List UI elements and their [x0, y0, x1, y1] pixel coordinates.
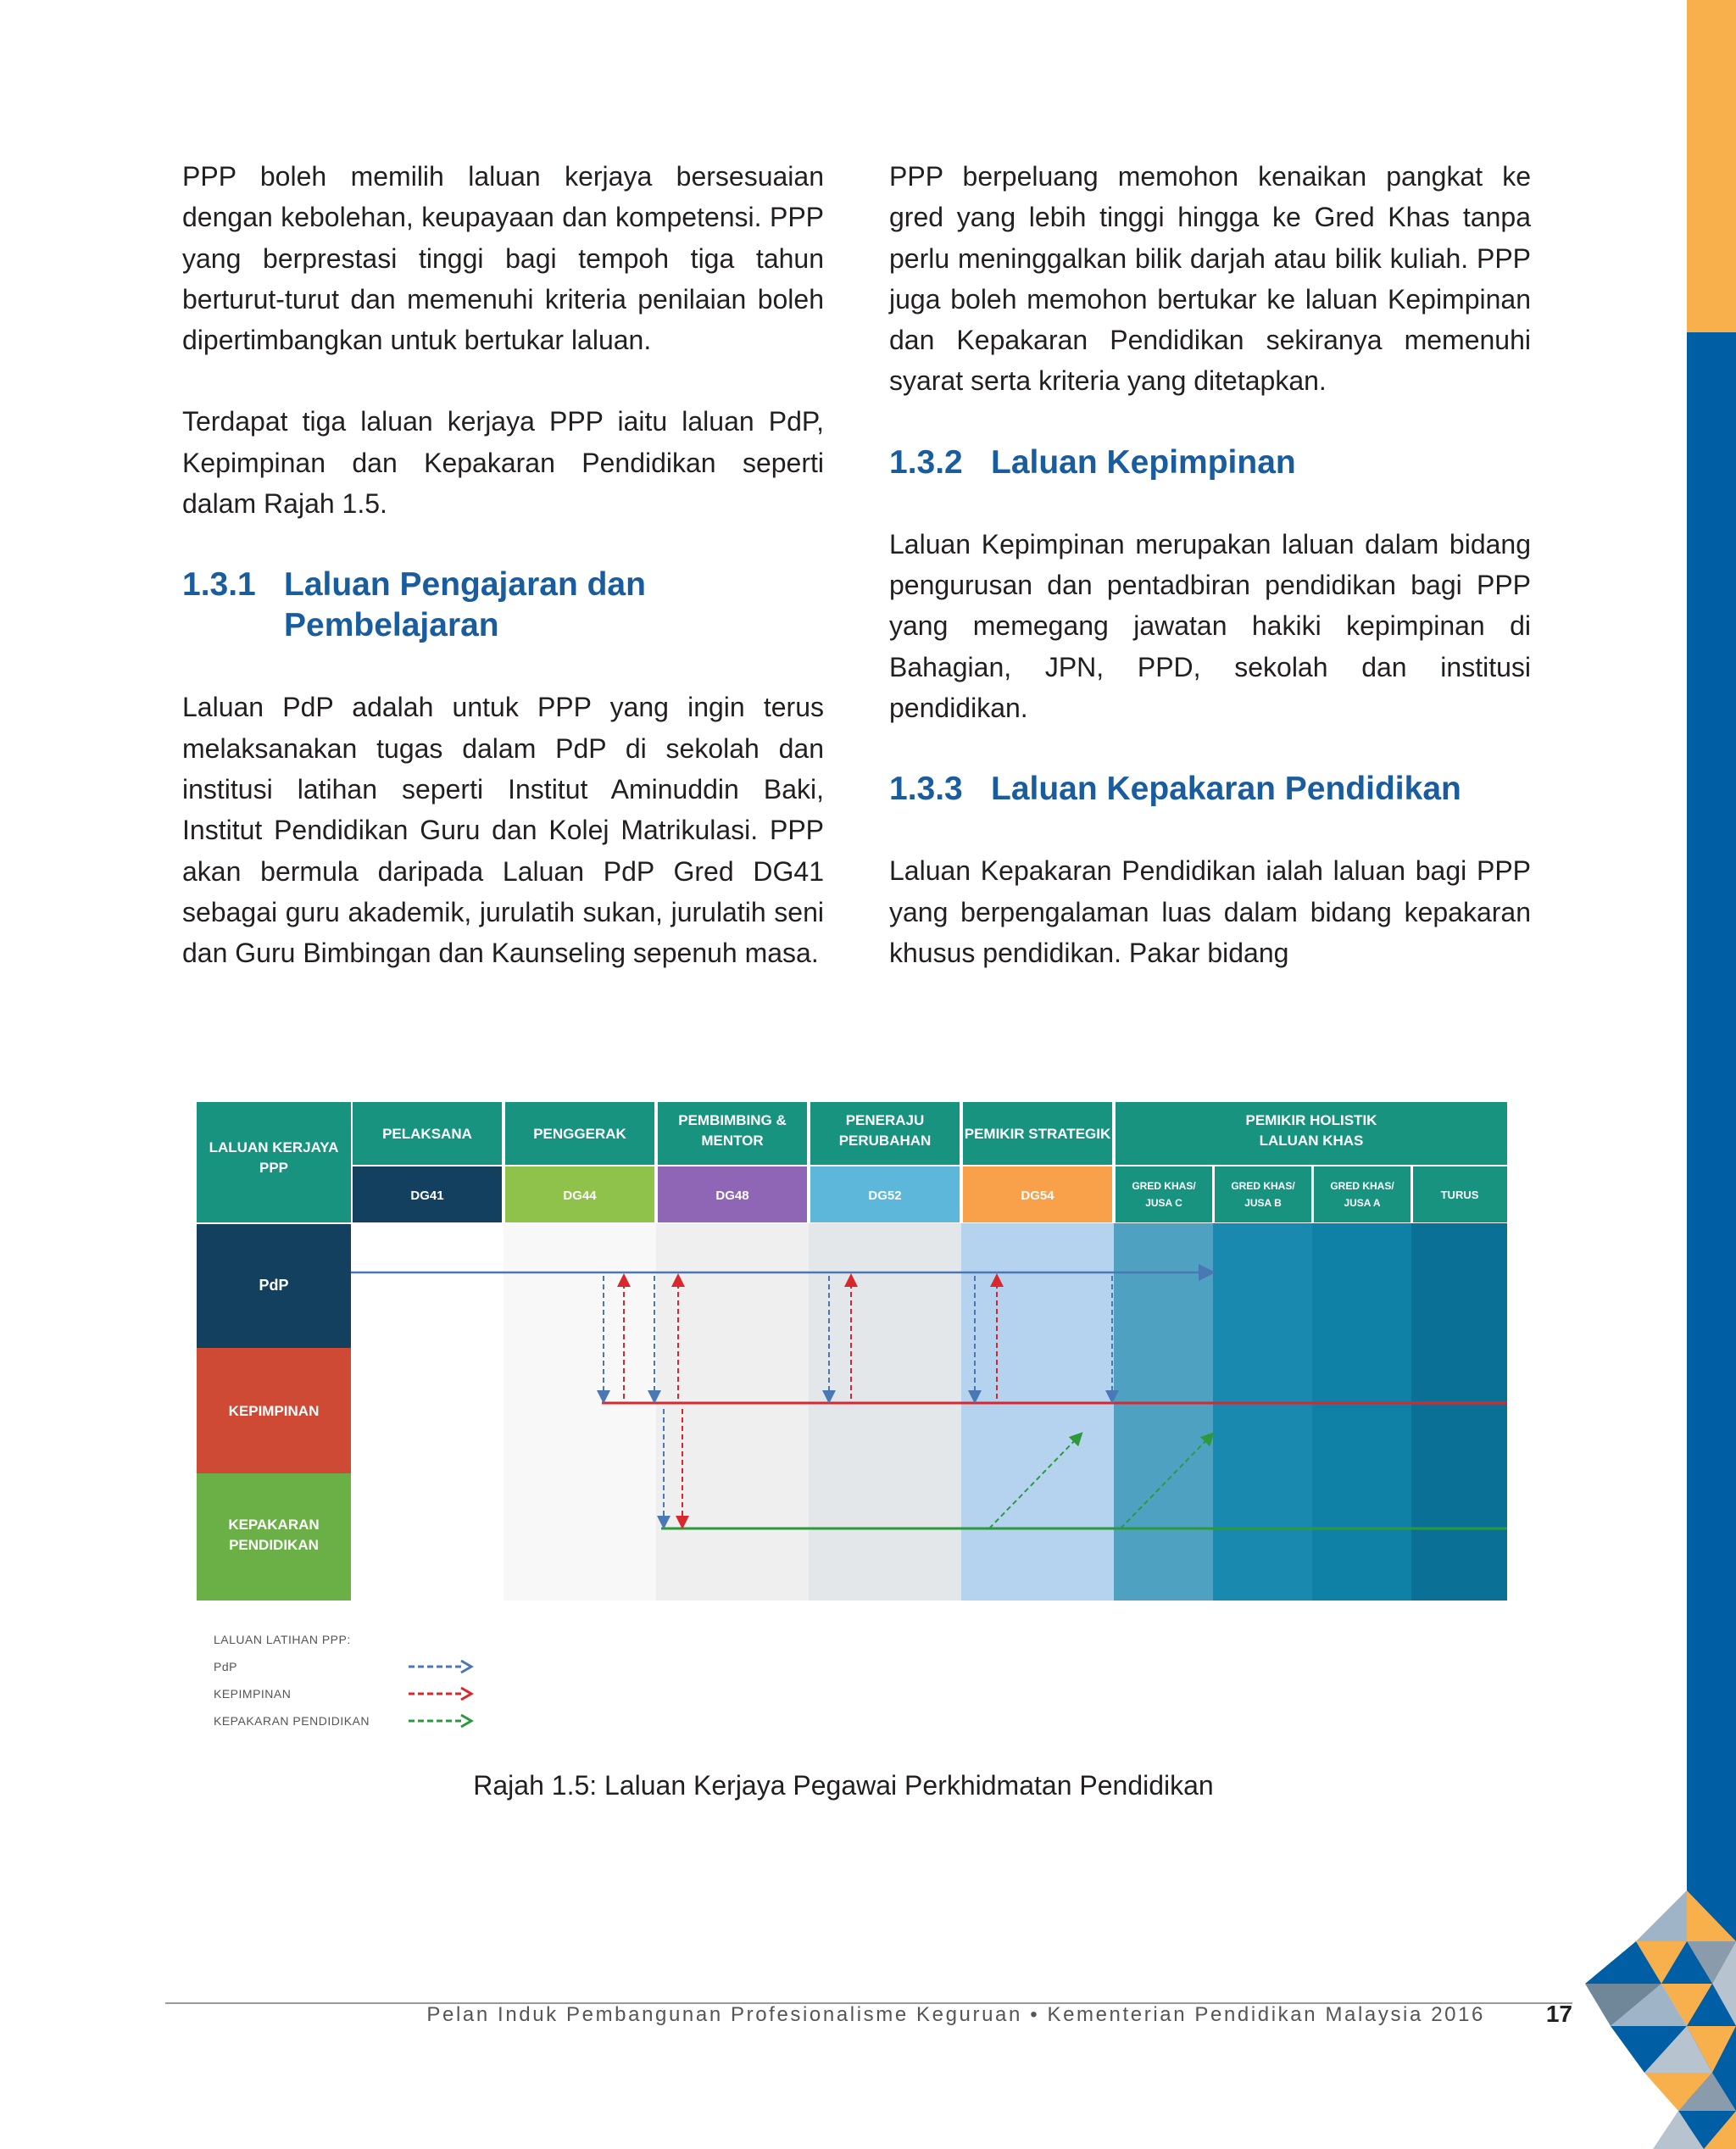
right-paragraph-1: PPP berpeluang memohon kenaikan pangkat ke gred yang lebih tinggi hingga ke Gred Khas tanpa perlu meninggalkan bilik darjah atau bilik kuliah. PPP juga boleh memohon bertukar ke laluan Kepimpinan dan Kepakaran Pendidikan sekiranya memenuhi syarat serta kriteria yang ditetapkan. [889, 161, 1531, 397]
grade-label: DG41 [410, 1189, 444, 1203]
left-paragraph-1: PPP boleh memilih laluan kerjaya bersesuaian dengan kebolehan, keupayaan dan kompetensi. PPP yang berprestasi tinggi bagi tempoh tiga tahun berturut-turut dan memenuhi kriteria penilaian boleh dipertimbangkan untuk bertukar laluan. [182, 161, 824, 356]
corner-label-1: LALUAN KERJAYA [209, 1139, 339, 1155]
grade-label: JUSA A [1344, 1197, 1381, 1209]
grade-label: GRED KHAS/ [1231, 1180, 1295, 1192]
legend-label: KEPAKARAN PENDIDIKAN [214, 1714, 370, 1728]
holistic-label: LALUAN KHAS [1259, 1133, 1364, 1149]
decorative-triangle-pattern [1577, 1890, 1736, 2149]
grade-label: GRED KHAS/ [1330, 1180, 1394, 1192]
legend-item-pdp [214, 1653, 493, 1680]
column-bg-dg44 [504, 1223, 656, 1601]
red-dashed-arrow-icon [407, 1685, 475, 1702]
legend-label: KEPIMPINAN [214, 1687, 292, 1701]
heading-number: 1.3.1 [182, 566, 256, 604]
page-number: 17 [1545, 2001, 1572, 2027]
green-dashed-arrow-icon [407, 1712, 475, 1729]
grade-label: GRED KHAS/ [1132, 1180, 1196, 1192]
column-bg-dg48 [656, 1223, 809, 1601]
heading-text: Laluan Kepakaran Pendidikan [991, 771, 1461, 808]
grade-label: JUSA B [1244, 1197, 1282, 1209]
row-label: PENDIDIKAN [229, 1537, 319, 1553]
heading-text: Laluan Kepimpinan [991, 443, 1296, 481]
column-bg-dg41 [351, 1223, 504, 1601]
column-bg-dg52 [809, 1223, 961, 1601]
orange-side-band [1687, 0, 1736, 332]
career-path-diagram [197, 1102, 1507, 1602]
stage-label: PENERAJU [845, 1112, 925, 1128]
figure-caption: Rajah 1.5: Laluan Kerjaya Pegawai Perkhidmatan Pendidikan [473, 1770, 1214, 1801]
stage-label: PEMIKIR STRATEGIK [964, 1126, 1111, 1142]
legend-label: PdP [214, 1660, 237, 1673]
grade-label: JUSA C [1145, 1197, 1182, 1209]
grade-cell-jusa-b [1215, 1166, 1311, 1222]
row-label: KEPAKARAN [228, 1517, 320, 1533]
grade-cell-jusa-c [1116, 1166, 1212, 1222]
footer-text: Pelan Induk Pembangunan Profesionalisme Keguruan • Kementerian Pendidikan Malaysia 2016 [426, 2003, 1485, 2026]
stage-label: MENTOR [701, 1133, 764, 1149]
left-column [182, 156, 824, 1014]
blue-side-band [1687, 332, 1736, 2149]
heading-number: 1.3.2 [889, 443, 963, 481]
right-paragraph-2: Laluan Kepimpinan merupakan laluan dalam bidang pengurusan dan pentadbiran pendidikan bagi PPP yang memegang jawatan hakiki kepimpinan di Bahagian, JPN, PPD, sekolah dan institusi pendidikan. [889, 528, 1531, 723]
legend-title: LALUAN LATIHAN PPP: [214, 1633, 351, 1646]
heading-1-3-3 [889, 769, 1531, 810]
right-column [889, 156, 1531, 1014]
stage-label: PENGGERAK [533, 1126, 626, 1142]
left-paragraph-3: Laluan PdP adalah untuk PPP yang ingin terus melaksanakan tugas dalam PdP di sekolah dan institusi latihan seperti Institut Aminuddin Baki, Institut Pendidikan Guru dan Kolej Matrikulasi. PPP akan bermula daripada Laluan PdP Gred DG41 sebagai guru akademik, jurulatih sukan, jurulatih seni dan Guru Bimbingan dan Kaunseling sepenuh masa. [182, 692, 824, 969]
column-bg-turus [1411, 1223, 1507, 1601]
left-paragraph-2: Terdapat tiga laluan kerjaya PPP iaitu laluan PdP, Kepimpinan dan Kepakaran Pendidikan seperti dalam Rajah 1.5. [182, 406, 824, 520]
legend-title-row [214, 1626, 493, 1653]
column-bg-jusa-b [1213, 1223, 1312, 1601]
grade-label: DG52 [868, 1189, 902, 1203]
legend-item-kepimpinan [214, 1680, 493, 1707]
column-bg-dg54 [961, 1223, 1114, 1601]
grade-label: DG54 [1021, 1189, 1054, 1203]
grade-cell-jusa-a [1314, 1166, 1410, 1222]
heading-1-3-2 [889, 443, 1531, 483]
right-paragraph-3: Laluan Kepakaran Pendidikan ialah laluan bagi PPP yang berpengalaman luas dalam bidang kepakaran khusus pendidikan. Pakar bidang [889, 855, 1531, 968]
blue-dashed-arrow-icon [407, 1658, 475, 1675]
heading-1-3-1 [182, 565, 824, 646]
column-bg-jusa-c [1114, 1223, 1213, 1601]
stage-label: PELAKSANA [382, 1126, 472, 1142]
stage-label: PERUBAHAN [838, 1133, 932, 1149]
column-bg-jusa-a [1312, 1223, 1411, 1601]
legend-item-kepakaran [214, 1707, 493, 1734]
heading-number: 1.3.3 [889, 771, 963, 808]
diagram-legend [214, 1626, 493, 1734]
heading-text: Laluan Pengajaran dan Pembelajaran [284, 566, 646, 644]
grade-label: TURUS [1440, 1189, 1479, 1201]
grade-label: DG44 [563, 1189, 597, 1203]
row-label: PdP [259, 1277, 289, 1294]
row-label: KEPIMPINAN [228, 1403, 320, 1419]
stage-label: PEMBIMBING & [678, 1112, 787, 1128]
grade-label: DG48 [715, 1189, 749, 1203]
corner-label-2: PPP [259, 1160, 289, 1176]
holistic-label: PEMIKIR HOLISTIK [1245, 1112, 1377, 1128]
